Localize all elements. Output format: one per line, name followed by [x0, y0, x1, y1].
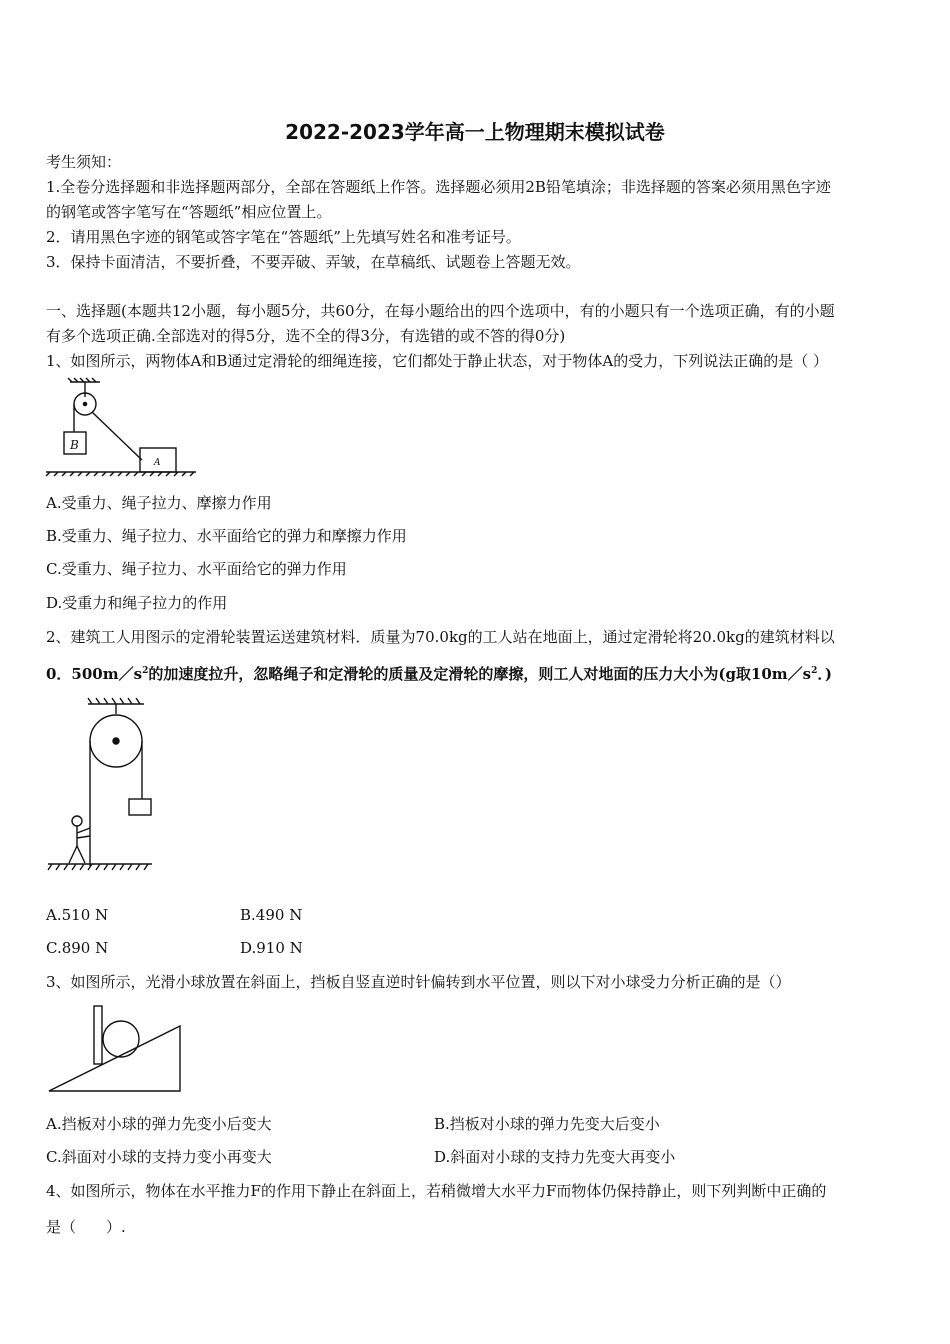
- q3-option-a: A.挡板对小球的弹力先变小后变大: [46, 1115, 272, 1133]
- section-line-2: 有多个选项正确.全部选对的得5分，选不全的得3分，有选错的或不答的得0分): [46, 327, 566, 345]
- notice-line-1a: 1.全卷分选择题和非选择题两部分，全部在答题纸上作答。选择题必须用2B铅笔填涂；非选择题的答案必须用黑色字迹: [46, 178, 831, 196]
- q1-pulley-diagram: [44, 378, 204, 478]
- notice-heading: 考生须知：: [46, 153, 122, 171]
- q2-option-d: D.910 N: [240, 939, 303, 957]
- q2-option-c: C.890 N: [46, 939, 109, 957]
- q1-label-a: A: [154, 458, 161, 468]
- notice-line-3: 3．保持卡面清洁，不要折叠，不要弄破、弄皱，在草稿纸、试题卷上答题无效。: [46, 253, 581, 271]
- q2-pulley-diagram: [44, 696, 174, 881]
- notice-line-1b: 的钢笔或答字笔写在“答题纸”相应位置上。: [46, 203, 332, 221]
- page-title: 2022-2023学年高一上物理期末模拟试卷: [285, 120, 665, 144]
- q2-stem-line-2: 0．$500m/s^2$的加速度拉升，忽略绳子和定滑轮的质量及定滑轮的摩擦，则工人对地面的压力大小为(g取$10m/s^2$．): [46, 665, 832, 683]
- q3-stem: 3、如图所示，光滑小球放置在斜面上，挡板自竖直逆时针偏转到水平位置，则以下对小球受力分析正确的是（）: [46, 973, 791, 991]
- q3-option-c: C.斜面对小球的支持力变小再变大: [46, 1148, 272, 1166]
- q1-option-b: B.受重力、绳子拉力、水平面给它的弹力和摩擦力作用: [46, 527, 407, 545]
- q2-option-a: A.510 N: [46, 906, 109, 924]
- q1-option-d: D.受重力和绳子拉力的作用: [46, 594, 228, 612]
- q3-option-b: B.挡板对小球的弹力先变大后变小: [434, 1115, 660, 1133]
- q1-stem: 1、如图所示，两物体A和B通过定滑轮的细绳连接，它们都处于静止状态，对于物体A的受力，下列说法正确的是（ ）: [46, 352, 829, 370]
- q3-incline-diagram: [44, 1000, 189, 1095]
- q4-stem-line-1: 4、如图所示，物体在水平推力F的作用下静止在斜面上，若稍微增大水平力F而物体仍保持静止，则下列判断中正确的: [46, 1182, 827, 1200]
- q2-stem-line-1: 2、建筑工人用图示的定滑轮装置运送建筑材料．质量为70.0kg的工人站在地面上，通过定滑轮将20.0kg的建筑材料以: [46, 628, 835, 646]
- section-line-1: 一、选择题(本题共12小题，每小题5分，共60分，在每小题给出的四个选项中，有的小题只有一个选项正确，有的小题: [46, 302, 835, 320]
- q2-option-b: B.490 N: [240, 906, 303, 924]
- q1-option-a: A.受重力、绳子拉力、摩擦力作用: [46, 494, 272, 512]
- q1-option-c: C.受重力、绳子拉力、水平面给它的弹力作用: [46, 560, 347, 578]
- notice-line-2: 2．请用黑色字迹的钢笔或答字笔在“答题纸”上先填写姓名和准考证号。: [46, 228, 521, 246]
- q4-stem-line-2: 是（ ）.: [46, 1218, 126, 1236]
- q3-option-d: D.斜面对小球的支持力先变大再变小: [434, 1148, 676, 1166]
- q1-label-b: B: [70, 438, 79, 452]
